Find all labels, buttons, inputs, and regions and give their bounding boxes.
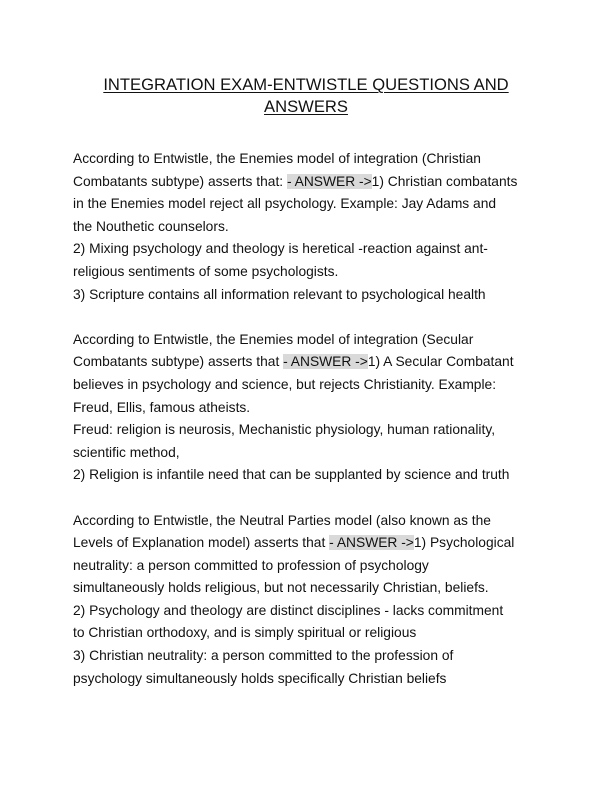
q3-line: neutrality: a person committed to profession of psychology [73, 557, 429, 573]
q1-line: 2) Mixing psychology and theology is heretical -reaction against ant- [73, 241, 488, 257]
q3-line: simultaneously holds religious, but not necessarily Christian, beliefs. [73, 580, 489, 596]
q1-line: religious sentiments of some psychologists. [73, 263, 339, 279]
q2-line: According to Entwistle, the Enemies model of integration (Secular [73, 331, 474, 347]
q1-text: 1) Christian combatants [371, 173, 518, 189]
paragraph-gap [73, 487, 551, 510]
q3-line: to Christian orthodoxy, and is simply spiritual or religious [73, 625, 417, 641]
q1-line: 3) Scripture contains all information relevant to psychological health [73, 286, 486, 302]
q1-text: Combatants subtype) asserts that: [73, 173, 287, 189]
q1-line: According to Entwistle, the Enemies model of integration (Christian [73, 151, 481, 166]
answer-marker: - ANSWER -> [329, 535, 414, 551]
q3-line: psychology simultaneously holds specifically Christian beliefs [73, 670, 447, 686]
q1-line [73, 171, 551, 194]
answer-marker: - ANSWER -> [283, 354, 368, 370]
q2-line: believes in psychology and science, but rejects Christianity. Example: [73, 376, 497, 392]
q3-text: 1) Psychological [413, 535, 515, 551]
q1-line: in the Enemies model reject all psychology. Example: Jay Adams and [73, 196, 497, 212]
q3-line: 2) Psychology and theology are distinct disciplines - lacks commitment [73, 602, 504, 618]
paragraph-gap [73, 306, 551, 329]
q3-line: According to Entwistle, the Neutral Parties model (also known as the [73, 512, 491, 528]
q2-text: 1) A Secular Combatant [367, 354, 514, 370]
q2-line: scientific method, [73, 444, 180, 460]
title-line-1: INTEGRATION EXAM-ENTWISTLE QUESTIONS AND [103, 75, 509, 94]
q1-line: the Nouthetic counselors. [73, 218, 229, 234]
q2-line: Freud: religion is neurosis, Mechanistic physiology, human rationality, [73, 422, 496, 438]
question-3 [73, 510, 551, 691]
q3-text: Levels of Explanation model) asserts that [73, 535, 330, 551]
q2-line: Freud, Ellis, famous atheists. [73, 399, 251, 415]
document-body [73, 148, 551, 690]
q2-line: 2) Religion is infantile need that can be supplanted by science and truth [73, 467, 510, 483]
q3-line: 3) Christian neutrality: a person committed to the profession of [73, 648, 454, 664]
q3-line [73, 532, 551, 555]
question-2 [73, 329, 551, 487]
document-title [60, 74, 552, 118]
q2-line [73, 351, 551, 374]
q2-text: Combatants subtype) asserts that [73, 354, 284, 370]
answer-marker: - ANSWER -> [286, 173, 372, 189]
question-1 [73, 148, 551, 306]
title-line-2: ANSWERS [264, 97, 348, 116]
